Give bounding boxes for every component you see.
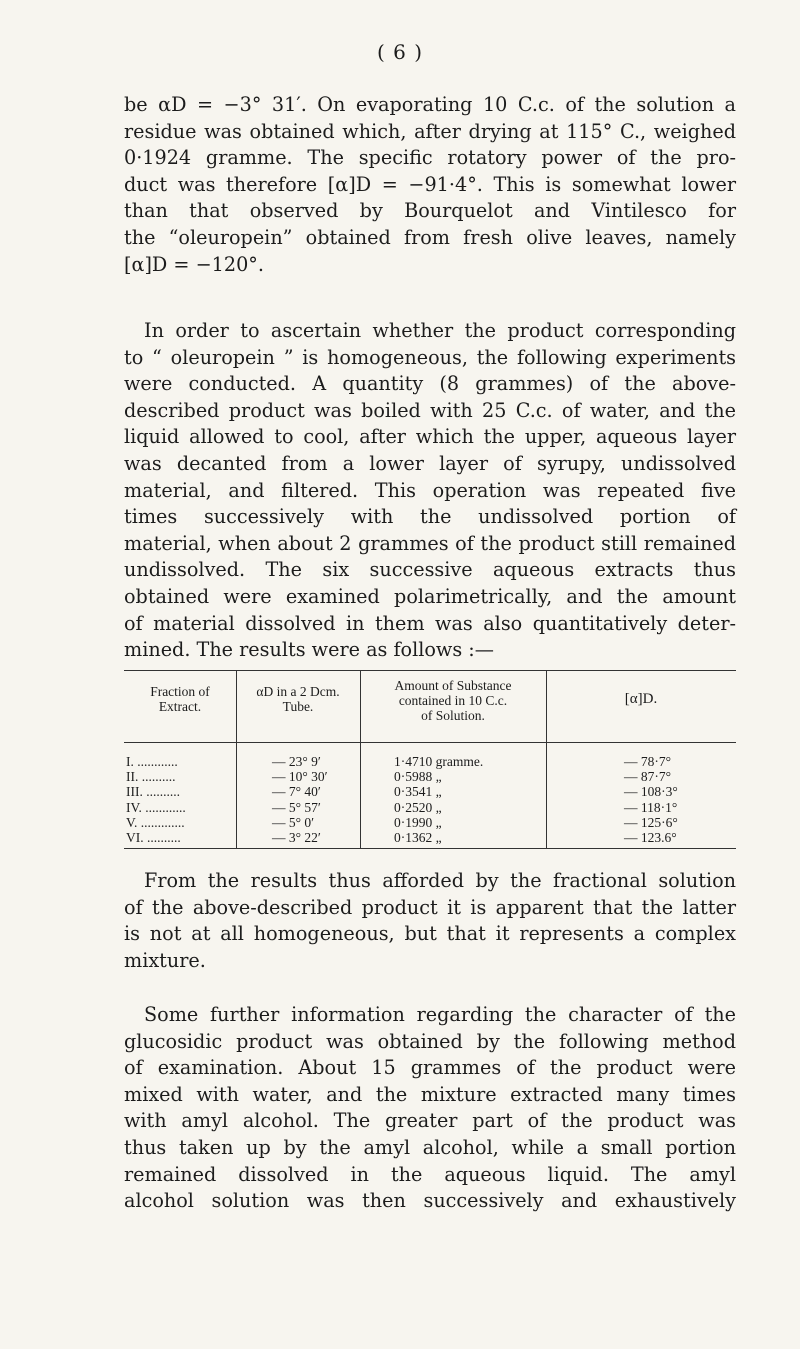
- text-line: residue was obtained which, after drying at 115° C., weighed: [124, 119, 736, 143]
- text-line: mined. The results were as follows :—: [124, 638, 494, 662]
- text-line: of the above-described product it is apparent that the latter: [124, 895, 736, 919]
- column-alpha: [272, 754, 360, 845]
- header-line: Tube.: [282, 699, 314, 714]
- text-line: described product was boiled with 25 C.c. of water, and the: [124, 398, 736, 422]
- header-line: Fraction of: [150, 684, 210, 699]
- table-cell: — 108·3°: [624, 784, 678, 800]
- header-line: of Solution.: [421, 708, 485, 723]
- column-amount: [394, 754, 544, 845]
- table-cell: — 23° 9′: [272, 754, 321, 769]
- header-line: contained in 10 C.c.: [398, 693, 508, 708]
- table-rule: [124, 670, 736, 671]
- paragraph-1: [124, 92, 736, 278]
- text-line: duct was therefore [α]D = −91·4°. This is somewhat lower: [124, 172, 736, 196]
- text-line: of examination. About 15 grammes of the product were: [124, 1056, 736, 1080]
- text-line: alcohol solution was then successively and exhaustively: [124, 1189, 736, 1213]
- table-cell: 0·5988 „: [394, 769, 442, 785]
- text-line: glucosidic product was obtained by the following method: [124, 1029, 736, 1053]
- table-rule: [124, 848, 736, 849]
- table-cell: IV. ............: [126, 799, 186, 815]
- column-specific: [624, 754, 734, 845]
- text-line: liquid allowed to cool, after which the upper, aqueous layer: [124, 425, 736, 449]
- paragraph-2: [124, 318, 736, 664]
- table-cell: — 7° 40′: [272, 784, 321, 800]
- table-cell: — 123.6°: [624, 830, 677, 846]
- table-cell: — 87·7°: [624, 769, 672, 785]
- header-amount: [360, 678, 546, 723]
- text-line: mixture.: [124, 948, 206, 972]
- table-cell: 0·2520 „: [394, 799, 442, 815]
- table-cell: V. .............: [126, 814, 185, 830]
- text-line: were conducted. A quantity (8 grammes) of the above-: [124, 372, 736, 396]
- header-fraction: [124, 684, 236, 714]
- header-specific: [α]D.: [624, 691, 658, 707]
- table-cell: — 10° 30′: [272, 769, 328, 785]
- page-number: ( 6 ): [376, 40, 424, 64]
- table-cell: 1·4710 gramme.: [394, 754, 484, 769]
- table-cell: — 5° 57′: [272, 799, 321, 815]
- table-cell: — 125·6°: [624, 814, 678, 830]
- table-cell: — 5° 0′: [272, 814, 315, 830]
- table-cell: — 118·1°: [624, 799, 678, 815]
- text-line: remained dissolved in the aqueous liquid. The amyl: [124, 1162, 736, 1186]
- text-line: Some further information regarding the character of the: [144, 1003, 736, 1026]
- text-line: undissolved. The six successive aqueous extracts thus: [124, 558, 736, 582]
- table-cell: 0·1362 „: [394, 830, 442, 846]
- header-line: Extract.: [158, 699, 202, 714]
- text-line: is not at all homogeneous, but that it represents a complex: [124, 922, 736, 946]
- text-line: thus taken up by the amyl alcohol, while a small portion: [124, 1135, 736, 1159]
- table-cell: II. ..........: [126, 769, 176, 785]
- text-line: be αD = −3° 31′. On evaporating 10 C.c. of the solution a: [124, 93, 736, 116]
- header-line: αD in a 2 Dcm.: [256, 684, 340, 699]
- text-line: with amyl alcohol. The greater part of the product was: [124, 1109, 736, 1133]
- text-line: [α]D = −120°.: [124, 252, 264, 276]
- table-cell: 0·1990 „: [394, 814, 442, 830]
- text-line: 0·1924 gramme. The specific rotatory power of the pro-: [124, 146, 736, 170]
- text-line: material, when about 2 grammes of the product still remained: [124, 531, 736, 555]
- header-alpha: [236, 684, 360, 714]
- results-table: [124, 670, 736, 850]
- column-fraction: [126, 754, 234, 845]
- text-line: mixed with water, and the mixture extracted many times: [124, 1082, 736, 1106]
- text-line: of material dissolved in them was also quantitatively deter-: [124, 611, 736, 635]
- text-line: From the results thus afforded by the fractional solution: [144, 869, 736, 892]
- table-cell: 0·3541 „: [394, 784, 442, 800]
- text-line: than that observed by Bourquelot and Vintilesco for: [124, 199, 736, 223]
- table-cell: VI. ..........: [126, 830, 181, 846]
- paragraph-4: [124, 1002, 736, 1215]
- paragraph-3: [124, 868, 736, 974]
- text-line: was decanted from a lower layer of syrupy, undissolved: [124, 451, 736, 475]
- table-cell: — 3° 22′: [272, 830, 321, 846]
- text-line: to “ oleuropein ” is homogeneous, the following experiments: [124, 345, 736, 369]
- text-line: times successively with the undissolved portion of: [124, 505, 736, 529]
- header-line: Amount of Substance: [394, 678, 512, 693]
- text-line: In order to ascertain whether the product corresponding: [144, 319, 736, 342]
- text-line: material, and filtered. This operation was repeated five: [124, 478, 736, 502]
- table-cell: I. ............: [126, 754, 178, 769]
- table-rule: [124, 742, 736, 743]
- text-line: obtained were examined polarimetrically, and the amount: [124, 584, 736, 608]
- text-line: the “oleuropein” obtained from fresh olive leaves, namely: [124, 225, 736, 249]
- table-cell: III. ..........: [126, 784, 180, 800]
- table-cell: — 78·7°: [624, 754, 672, 769]
